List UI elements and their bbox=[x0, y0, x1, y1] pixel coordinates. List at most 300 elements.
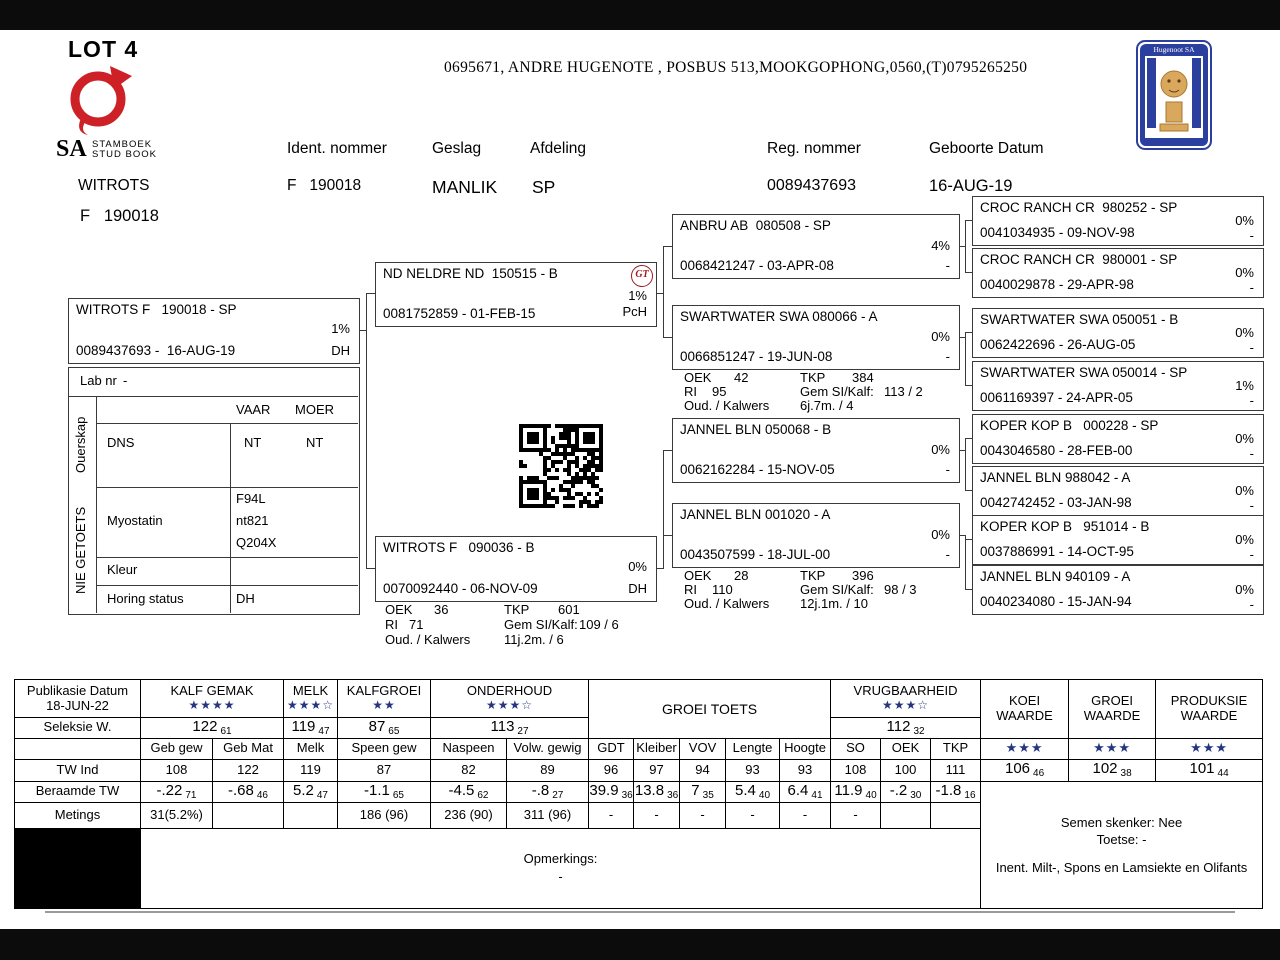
tw-value: 119 bbox=[284, 759, 338, 781]
black-filler-cell bbox=[15, 828, 141, 908]
group-label: VRUGBAARHEID bbox=[853, 683, 958, 699]
stat-value: 11j.2m. / 6 bbox=[504, 632, 564, 647]
tw-value: 122 bbox=[213, 759, 284, 781]
column-header: Kleiber bbox=[634, 738, 680, 759]
animal-horn-status: DH bbox=[331, 343, 350, 358]
seleksie-value bbox=[831, 718, 981, 739]
meting-value bbox=[284, 802, 338, 828]
stat-value: 12j.1m. / 10 bbox=[800, 596, 868, 611]
tw-waarde-value bbox=[981, 759, 1069, 781]
pedigree-ggp-box bbox=[972, 196, 1264, 246]
gp-reg: 0062162284 - 15-NOV-05 bbox=[680, 462, 835, 477]
myostatin-value: nt821 bbox=[236, 513, 269, 528]
tw-value: 82 bbox=[431, 759, 507, 781]
pedigree-ggp-box bbox=[972, 361, 1264, 411]
beraamde-value bbox=[726, 781, 780, 802]
stat-label: RI bbox=[385, 617, 398, 632]
tw-value: 111 bbox=[931, 759, 981, 781]
column-header: GDT bbox=[589, 738, 634, 759]
tw-ind-row bbox=[15, 759, 1263, 781]
gp-name: SWARTWATER SWA 080066 - A bbox=[680, 309, 878, 324]
animal-ident-left: F 190018 bbox=[80, 207, 159, 225]
bottom-rule bbox=[45, 911, 1235, 913]
column-header: TKP bbox=[931, 738, 981, 759]
dam-name: WITROTS F 090036 - B bbox=[383, 540, 535, 555]
stat-label: TKP bbox=[800, 370, 826, 385]
toetse-text: Toetse: - bbox=[1096, 831, 1147, 847]
stat-label: TKP bbox=[800, 568, 826, 583]
lot-number: LOT 4 bbox=[68, 36, 139, 62]
ggp-reg: 0041034935 - 09-NOV-98 bbox=[980, 225, 1135, 240]
myostatin-value: Q204X bbox=[236, 535, 277, 550]
value: 5.2 bbox=[293, 781, 314, 799]
meting-value bbox=[213, 802, 284, 828]
pedigree-sire-box bbox=[375, 262, 657, 327]
stat-label: OEK bbox=[385, 602, 413, 617]
gp-pct: 0% bbox=[931, 442, 950, 457]
stat-value: 36 bbox=[434, 602, 449, 617]
tw-value: 93 bbox=[780, 759, 831, 781]
ggp-reg: 0042742452 - 03-JAN-98 bbox=[980, 495, 1132, 510]
stat-label: Oud. / Kalwers bbox=[684, 596, 770, 611]
myostatin-label: Myostatin bbox=[107, 513, 163, 528]
ggp-dash: - bbox=[1249, 228, 1254, 243]
group-vrugbaarheid bbox=[831, 680, 981, 718]
value: -.8 bbox=[531, 781, 550, 799]
value: -.68 bbox=[228, 781, 254, 799]
reg-nommer-label: Reg. nommer bbox=[767, 140, 861, 157]
group-melk bbox=[284, 680, 338, 718]
vaar-column-header: VAAR bbox=[236, 402, 271, 417]
animal-box-reg: 0089437693 - 16-AUG-19 bbox=[76, 343, 236, 358]
gp2-stats bbox=[680, 370, 970, 416]
gp-pct: 0% bbox=[931, 527, 950, 542]
group-header-row bbox=[15, 680, 1263, 718]
column-header: Geb Mat bbox=[213, 738, 284, 759]
value: 122 bbox=[192, 718, 218, 735]
value: 102 bbox=[1092, 760, 1118, 778]
opmerkings-label: Opmerkings: bbox=[523, 851, 598, 866]
stat-label: RI bbox=[684, 384, 697, 399]
ggp-reg: 0061169397 - 24-APR-05 bbox=[980, 390, 1133, 405]
value: 39.9 bbox=[589, 781, 619, 799]
top-black-bar bbox=[0, 0, 1280, 30]
beraamde-tw-row bbox=[15, 781, 1263, 802]
accuracy: 46 bbox=[1033, 768, 1045, 780]
ggp-dash: - bbox=[1249, 393, 1254, 408]
ggp-pct: 0% bbox=[1235, 265, 1254, 280]
stat-value: 396 bbox=[852, 568, 874, 583]
bottom-black-bar bbox=[0, 929, 1280, 960]
ident-nommer-value: F 190018 bbox=[287, 177, 362, 194]
tw-value: 94 bbox=[680, 759, 726, 781]
moer-column-header: MOER bbox=[295, 402, 334, 417]
accuracy: 30 bbox=[910, 789, 922, 801]
stat-label: OEK bbox=[684, 370, 712, 385]
seleksie-value bbox=[338, 718, 431, 739]
tw-waarde-value bbox=[1156, 759, 1263, 781]
stat-label: OEK bbox=[684, 568, 712, 583]
pedigree-ggp-box bbox=[972, 515, 1264, 565]
pedigree-animal-box bbox=[68, 298, 360, 364]
column-header: OEK bbox=[881, 738, 931, 759]
lab-nr-value: - bbox=[123, 373, 128, 388]
beraamde-value bbox=[213, 781, 284, 802]
accuracy: 44 bbox=[1217, 768, 1229, 780]
dns-label: DNS bbox=[107, 435, 135, 450]
tw-waarde-value bbox=[1069, 759, 1156, 781]
stat-value: 601 bbox=[558, 602, 580, 617]
star-rating: ★★★ bbox=[1156, 738, 1263, 759]
stat-value: 71 bbox=[409, 617, 424, 632]
gp-pct: 4% bbox=[931, 238, 950, 253]
gp-pct: 0% bbox=[931, 329, 950, 344]
value: 106 bbox=[1004, 760, 1031, 778]
opmerkings-value: - bbox=[558, 869, 563, 884]
pedigree-ggp-box bbox=[972, 248, 1264, 298]
ggp-dash: - bbox=[1249, 547, 1254, 562]
stat-value: 98 / 3 bbox=[884, 582, 917, 597]
column-header: VOV bbox=[680, 738, 726, 759]
stat-label: Gem SI/Kalf: bbox=[504, 617, 578, 632]
meting-value: - bbox=[726, 802, 780, 828]
svg-text:Hugenoot SA: Hugenoot SA bbox=[1153, 45, 1195, 54]
stat-value: 28 bbox=[734, 568, 749, 583]
performance-table bbox=[14, 679, 1263, 909]
dam-stats bbox=[382, 602, 657, 648]
meting-value: 186 (96) bbox=[338, 802, 431, 828]
seleksie-value bbox=[141, 718, 284, 739]
subheader-row bbox=[15, 738, 1263, 759]
gp-dash: - bbox=[945, 462, 950, 477]
ggp-name: SWARTWATER SWA 050014 - SP bbox=[980, 365, 1188, 380]
value: 112 bbox=[886, 718, 911, 735]
sire-status-tag: PcH bbox=[622, 304, 647, 319]
group-produksie-waarde: PRODUKSIE WAARDE bbox=[1156, 680, 1263, 739]
ggp-dash: - bbox=[1249, 597, 1254, 612]
lab-nr-label: Lab nr bbox=[80, 373, 117, 388]
logo-studbook-text: STUD BOOK bbox=[92, 149, 157, 160]
accuracy: 65 bbox=[388, 726, 400, 737]
tw-value: 108 bbox=[831, 759, 881, 781]
qr-code bbox=[519, 424, 603, 508]
semen-skenker-text: Semen skenker: Nee bbox=[1060, 814, 1183, 830]
semen-info-block bbox=[981, 781, 1263, 908]
star-rating: ★★★ bbox=[981, 738, 1069, 759]
accuracy: 36 bbox=[621, 789, 633, 801]
beraamde-value bbox=[780, 781, 831, 802]
accuracy: 62 bbox=[477, 789, 489, 801]
animal-box-name: WITROTS F 190018 - SP bbox=[76, 302, 237, 317]
group-groei-waarde: GROEI WAARDE bbox=[1069, 680, 1156, 739]
tw-value: 87 bbox=[338, 759, 431, 781]
accuracy: 41 bbox=[811, 789, 823, 801]
logo-sa-text: SA bbox=[56, 136, 87, 162]
column-header: Melk bbox=[284, 738, 338, 759]
value: -.22 bbox=[156, 781, 183, 799]
column-header: SO bbox=[831, 738, 881, 759]
beraamde-value bbox=[284, 781, 338, 802]
horing-status-value: DH bbox=[236, 591, 255, 606]
geboorte-datum-label: Geboorte Datum bbox=[929, 140, 1044, 157]
hugenoot-crest-icon bbox=[1136, 40, 1212, 155]
stat-value: 110 bbox=[712, 582, 733, 597]
stat-value: 109 / 6 bbox=[579, 617, 619, 632]
geslag-label: Geslag bbox=[432, 140, 482, 157]
dns-vaar-value: NT bbox=[244, 435, 262, 450]
column-header: Volw. gewig bbox=[507, 738, 589, 759]
stat-label: Oud. / Kalwers bbox=[684, 398, 770, 413]
accuracy: 27 bbox=[517, 726, 529, 737]
accuracy: 32 bbox=[913, 726, 925, 737]
pedigree-ggp-box bbox=[972, 466, 1264, 516]
star-rating: ★★★☆ bbox=[882, 698, 930, 713]
accuracy: 65 bbox=[392, 789, 404, 801]
seleksie-label: Seleksie W. bbox=[15, 718, 141, 739]
ggp-reg: 0040234080 - 15-JAN-94 bbox=[980, 594, 1132, 609]
stat-value: 95 bbox=[712, 384, 727, 399]
value: 6.4 bbox=[787, 781, 809, 799]
opmerkings-cell bbox=[141, 828, 981, 908]
value: 13.8 bbox=[634, 781, 665, 799]
beraamde-value bbox=[431, 781, 507, 802]
value: 5.4 bbox=[735, 781, 756, 799]
column-header: Geb gew bbox=[141, 738, 213, 759]
value: -1.8 bbox=[935, 781, 962, 799]
gp-name: JANNEL BLN 001020 - A bbox=[680, 507, 831, 522]
accuracy: 61 bbox=[220, 726, 232, 737]
stat-label: Gem SI/Kalf: bbox=[800, 582, 874, 597]
ggp-pct: 0% bbox=[1235, 325, 1254, 340]
animal-name-value: WITROTS bbox=[78, 177, 150, 194]
star-rating: ★★ bbox=[372, 698, 396, 713]
tw-value: 97 bbox=[634, 759, 680, 781]
group-label: MELK bbox=[292, 683, 329, 699]
accuracy: 40 bbox=[865, 789, 877, 801]
beraamde-value bbox=[831, 781, 881, 802]
pedigree-gp-box bbox=[672, 214, 960, 279]
pedigree-ggp-box bbox=[972, 414, 1264, 464]
tw-value: 100 bbox=[881, 759, 931, 781]
publication-date-cell bbox=[15, 680, 141, 718]
gp-reg: 0066851247 - 19-JUN-08 bbox=[680, 349, 833, 364]
beraamde-value bbox=[589, 781, 634, 802]
group-koei-waarde: KOEI WAARDE bbox=[981, 680, 1069, 739]
accuracy: 36 bbox=[667, 789, 679, 801]
sa-stamboek-logo-icon bbox=[66, 66, 132, 141]
pedigree-gp-box bbox=[672, 503, 960, 568]
stat-label: TKP bbox=[504, 602, 530, 617]
ggp-name: CROC RANCH CR 980001 - SP bbox=[980, 252, 1178, 267]
meting-value: - bbox=[780, 802, 831, 828]
column-header: Naspeen bbox=[431, 738, 507, 759]
accuracy: 47 bbox=[316, 789, 328, 801]
value: 113 bbox=[490, 718, 515, 735]
ggp-name: CROC RANCH CR 980252 - SP bbox=[980, 200, 1178, 215]
row-label: Beraamde TW bbox=[15, 781, 141, 802]
value: 101 bbox=[1189, 760, 1215, 778]
accuracy: 35 bbox=[702, 789, 714, 801]
value: 11.9 bbox=[834, 781, 863, 799]
pedigree-gp-box bbox=[672, 418, 960, 483]
beraamde-value bbox=[931, 781, 981, 802]
ggp-pct: 0% bbox=[1235, 483, 1254, 498]
tw-value: 96 bbox=[589, 759, 634, 781]
gp-dash: - bbox=[945, 349, 950, 364]
pedigree-dam-box bbox=[375, 536, 657, 602]
group-kalfgroei bbox=[338, 680, 431, 718]
stat-value: 6j.7m. / 4 bbox=[800, 398, 854, 413]
beraamde-value bbox=[338, 781, 431, 802]
ggp-name: JANNEL BLN 988042 - A bbox=[980, 470, 1131, 485]
publication-date-label: Publikasie Datum bbox=[26, 682, 129, 698]
ggp-pct: 0% bbox=[1235, 532, 1254, 547]
stat-label: Gem SI/Kalf: bbox=[800, 384, 874, 399]
meting-value: - bbox=[634, 802, 680, 828]
gp-reg: 0043507599 - 18-JUL-00 bbox=[680, 547, 831, 562]
sire-name: ND NELDRE ND 150515 - B bbox=[383, 266, 558, 281]
ggp-pct: 0% bbox=[1235, 431, 1254, 446]
sire-inbreeding-pct: 1% bbox=[628, 288, 647, 303]
gp-reg: 0068421247 - 03-APR-08 bbox=[680, 258, 834, 273]
accuracy: 27 bbox=[552, 789, 564, 801]
kleur-label: Kleur bbox=[107, 562, 138, 577]
value: -1.1 bbox=[364, 781, 390, 799]
animal-inbreeding-pct: 1% bbox=[331, 321, 350, 336]
myostatin-value: F94L bbox=[236, 491, 266, 506]
row-label: Metings bbox=[15, 802, 141, 828]
publication-date-value: 18-JUN-22 bbox=[46, 697, 109, 713]
ggp-reg: 0040029878 - 29-APR-98 bbox=[980, 277, 1134, 292]
gt-genomic-test-icon: GT bbox=[631, 265, 653, 287]
ggp-pct: 0% bbox=[1235, 213, 1254, 228]
ggp-name: KOPER KOP B 951014 - B bbox=[980, 519, 1150, 534]
inent-text: Inent. Milt-, Spons en Lamsiekte en Olifants bbox=[995, 859, 1248, 875]
star-rating: ★★★☆ bbox=[486, 698, 534, 713]
ggp-pct: 0% bbox=[1235, 582, 1254, 597]
seleksie-value bbox=[284, 718, 338, 739]
stat-label: Oud. / Kalwers bbox=[385, 632, 471, 647]
group-label: KALFGROEI bbox=[346, 683, 422, 699]
afdeling-value: SP bbox=[532, 177, 556, 197]
column-header: Hoogte bbox=[780, 738, 831, 759]
meting-value: - bbox=[680, 802, 726, 828]
accuracy: 46 bbox=[256, 789, 268, 801]
meting-value: 31(5.2%) bbox=[141, 802, 213, 828]
beraamde-value bbox=[141, 781, 213, 802]
accuracy: 38 bbox=[1120, 768, 1132, 780]
dam-reg: 0070092440 - 06-NOV-09 bbox=[383, 581, 538, 596]
value: -4.5 bbox=[448, 781, 475, 799]
meting-value: - bbox=[831, 802, 881, 828]
value: -.2 bbox=[889, 781, 908, 799]
group-groei-toets: GROEI TOETS bbox=[589, 680, 831, 739]
stat-value: 384 bbox=[852, 370, 874, 385]
accuracy: 40 bbox=[758, 789, 771, 801]
geslag-value: MANLIK bbox=[432, 177, 498, 197]
empty-cell bbox=[15, 738, 141, 759]
meting-value bbox=[931, 802, 981, 828]
horing-status-label: Horing status bbox=[107, 591, 184, 606]
star-rating: ★★★☆ bbox=[287, 698, 335, 713]
row-label: TW Ind bbox=[15, 759, 141, 781]
ggp-name: KOPER KOP B 000228 - SP bbox=[980, 418, 1159, 433]
star-rating: ★★★ bbox=[1069, 738, 1156, 759]
beraamde-value bbox=[881, 781, 931, 802]
accuracy: 47 bbox=[318, 726, 330, 737]
meting-value: 236 (90) bbox=[431, 802, 507, 828]
sire-reg: 0081752859 - 01-FEB-15 bbox=[383, 306, 536, 321]
ggp-dash: - bbox=[1249, 446, 1254, 461]
value: 7 bbox=[691, 781, 700, 799]
geboorte-datum-value: 16-AUG-19 bbox=[929, 177, 1013, 195]
breeder-address-line: 0695671, ANDRE HUGENOTE , POSBUS 513,MOOKGOPHONG,0560,(T)0795265250 bbox=[444, 59, 1028, 76]
meting-value bbox=[881, 802, 931, 828]
star-rating: ★★★★ bbox=[188, 698, 236, 713]
ggp-reg: 0062422696 - 26-AUG-05 bbox=[980, 337, 1136, 352]
accuracy: 16 bbox=[964, 789, 976, 801]
ggp-name: JANNEL BLN 940109 - A bbox=[980, 569, 1131, 584]
ggp-reg: 0037886991 - 14-OCT-95 bbox=[980, 544, 1134, 559]
column-header: Lengte bbox=[726, 738, 780, 759]
value: 87 bbox=[368, 718, 386, 735]
stat-value: 113 / 2 bbox=[884, 384, 923, 399]
accuracy: 71 bbox=[185, 789, 197, 801]
value: 119 bbox=[291, 718, 316, 735]
reg-nommer-value: 0089437693 bbox=[767, 177, 856, 194]
ggp-dash: - bbox=[1249, 340, 1254, 355]
nie-getoets-vertical-label: NIE GETOETS bbox=[73, 506, 88, 594]
gp-name: ANBRU AB 080508 - SP bbox=[680, 218, 831, 233]
beraamde-value bbox=[634, 781, 680, 802]
group-label: KALF GEMAK bbox=[170, 683, 254, 699]
seleksie-value bbox=[431, 718, 589, 739]
group-kalf-gemak bbox=[141, 680, 284, 718]
ggp-pct: 1% bbox=[1235, 378, 1254, 393]
pedigree-ggp-box bbox=[972, 308, 1264, 358]
beraamde-value bbox=[507, 781, 589, 802]
dam-inbreeding-pct: 0% bbox=[628, 559, 647, 574]
dns-moer-value: NT bbox=[306, 435, 324, 450]
ident-nommer-label: Ident. nommer bbox=[287, 140, 387, 157]
ouerskap-vertical-label: Ouerskap bbox=[73, 416, 88, 473]
gp4-stats bbox=[680, 568, 970, 614]
ggp-dash: - bbox=[1249, 280, 1254, 295]
pedigree-ggp-box bbox=[972, 565, 1264, 615]
stat-value: 42 bbox=[734, 370, 749, 385]
tw-value: 89 bbox=[507, 759, 589, 781]
group-label: ONDERHOUD bbox=[466, 683, 553, 699]
ggp-dash: - bbox=[1249, 498, 1254, 513]
meting-value: - bbox=[589, 802, 634, 828]
tw-value: 93 bbox=[726, 759, 780, 781]
gp-name: JANNEL BLN 050068 - B bbox=[680, 422, 832, 437]
beraamde-value bbox=[680, 781, 726, 802]
logo-stamboek-text: STAMBOEK bbox=[92, 139, 153, 150]
column-header: Speen gew bbox=[338, 738, 431, 759]
stat-label: RI bbox=[684, 582, 697, 597]
afdeling-label: Afdeling bbox=[530, 140, 587, 157]
tw-value: 108 bbox=[141, 759, 213, 781]
group-onderhoud bbox=[431, 680, 589, 718]
gp-dash: - bbox=[945, 258, 950, 273]
gp-dash: - bbox=[945, 547, 950, 562]
pedigree-gp-box bbox=[672, 305, 960, 370]
dam-horn-status: DH bbox=[628, 581, 647, 596]
meting-value: 311 (96) bbox=[507, 802, 589, 828]
ggp-reg: 0043046580 - 28-FEB-00 bbox=[980, 443, 1133, 458]
ggp-name: SWARTWATER SWA 050051 - B bbox=[980, 312, 1179, 327]
